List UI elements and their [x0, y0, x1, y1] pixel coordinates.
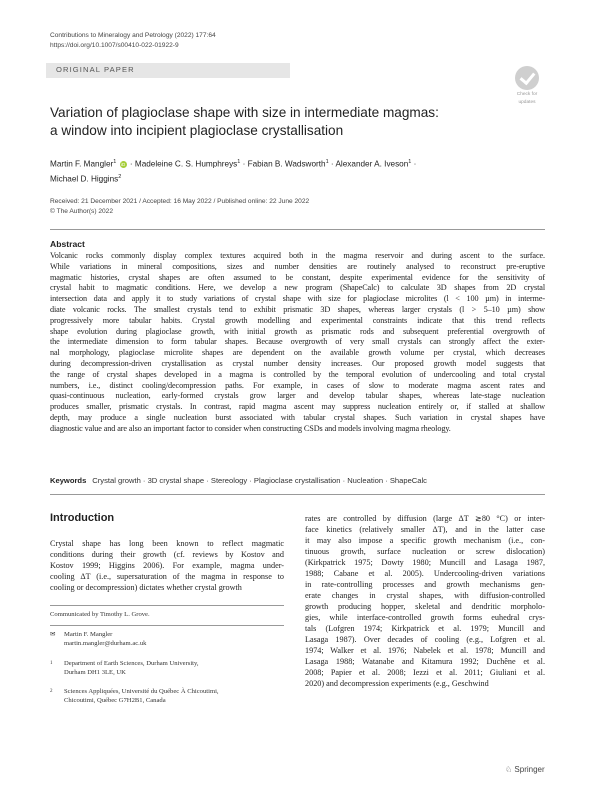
intro-col2-line: 2008; Papier et al. 2008; Iezzi et al. 2011; Giuliani et al. [305, 668, 545, 677]
publisher-logo [505, 765, 545, 774]
affiliation-1-line-2: Durham DH1 3LE, UK [64, 668, 126, 676]
abstract-line: quasi-continuous nucleation, early-formed crystals grow larger and develop tabular shapes, whereas late-stage nucleation [50, 391, 545, 401]
corresponding-author [64, 631, 146, 649]
check-badge-line1: Check for [516, 92, 538, 97]
intro-col2-line: rates are controlled by diffusion (large ΔT ≳80 °C) or inter- [305, 514, 545, 523]
intro-col2-line: tals (Lofgren 1974; Kirkpatrick et al. 1979; Muncill and [305, 624, 545, 633]
divider [50, 229, 545, 230]
intro-col2-line: erate changes in crystal shapes, with diffusion-controlled [305, 591, 545, 600]
author-4[interactable]: Alexander A. Iveson [335, 159, 409, 169]
affiliation-2-line-1: Sciences Appliquées, Université du Québec À Chicoutimi, [64, 688, 219, 695]
intro-col2-line: (Kirkpatrick 1975; Dowty 1980; Muncill and Lasaga 1987, [305, 558, 545, 567]
publication-dates [50, 197, 309, 216]
intro-col1-line: Crystal shape has long been known to reflect magmatic [50, 539, 284, 548]
abstract-line: produces smaller, prismatic crystals. In contrast, rapid magma ascent may suppress nucleation entirely or, if stalled at shallow [50, 402, 545, 412]
abstract-line: intersection data and apply it to study variations of crystal shape with size for plagioclase microlites (l < 100 µm) in interme- [50, 294, 545, 304]
check-badge-line2: updates [518, 99, 536, 105]
section-heading-introduction: Introduction [50, 512, 115, 524]
check-for-updates-badge[interactable] [510, 66, 544, 105]
abstract-line: diagnostic value and are also an important factor to consider when constructing CSDs and models involving magma rheology. [50, 423, 451, 433]
intro-col2-line: 2020) and decompression experiments (e.g., Geschwind [305, 679, 489, 688]
author-1[interactable]: Martin F. Mangler [50, 159, 114, 169]
abstract-line: the intermediate dimension to form tabular shapes. Because overgrowth of very small crystals can strongly affect the exter- [50, 337, 545, 347]
author-5[interactable]: Michael D. Higgins [50, 174, 119, 184]
journal-citation: Contributions to Mineralogy and Petrology (2022) 177:64 [50, 32, 216, 39]
abstract-line: progressively more tabular habits. Crystal growth modelling and experimental constraints indicate that this trend reflects [50, 315, 545, 325]
affiliation-2 [64, 688, 219, 706]
corr-email[interactable]: martin.mangler@durham.ac.uk [64, 639, 147, 647]
intro-col1-line: cooling ΔT (i.e., supersaturation of the magma in response to [50, 572, 284, 581]
abstract-line: depth, may produce a single nucleation burst associated with tabular crystal shapes. Such variation in crystal shapes have [50, 412, 545, 422]
intro-col1-line: cooling or decompression) dictates whether crystal growth [50, 583, 242, 592]
affiliation-marker-2: 2 [50, 689, 53, 694]
affiliation-marker-1: 1 [50, 661, 53, 666]
abstract-line: shape evolution during plagioclase growth, with initial growth as prismatic rods and subsequent preferential overgrowth of [50, 326, 545, 336]
intro-col2-line: face kinetics (relatively smaller ΔT), and in the latter case [305, 525, 545, 534]
affiliation-1 [64, 660, 199, 678]
footnote-divider [50, 625, 284, 626]
corr-name: Martin F. Mangler [64, 631, 113, 638]
intro-col2-line: gies, while interface-controlled growth forms euhedral crys- [305, 613, 545, 622]
envelope-icon: ✉ [50, 631, 56, 638]
intro-col2-line: 1974; Walker et al. 1976; Nabelek et al. 1978; Muncill and [305, 646, 545, 655]
checkmark-icon [515, 66, 539, 90]
intro-column-2 [305, 513, 545, 689]
abstract-line: the range of crystal shapes developed in a magma is controlled by the temporal evolution of undercooling and total crystal [50, 369, 545, 379]
abstract-line: magmatic histories, crystal shapes are often assumed to be constant, despite experimental evidence for the sensitivity of [50, 272, 545, 282]
title-line-2: a window into incipient plagioclase crystallisation [50, 123, 344, 138]
abstract-line: nal morphology, plagioclase microlite shapes are dependent on the available growth volume per crystal, which decreases [50, 348, 545, 358]
intro-col2-line: Lasaga 1988; Watanabe and Kitamura 1992; Duchêne et al. [305, 657, 545, 666]
intro-col1-line: conditions during their growth (cf. reviews by Kostov and [50, 550, 284, 559]
intro-column-1 [50, 538, 284, 593]
keywords-text: Crystal growth · 3D crystal shape · Stereology · Plagioclase crystallisation · Nucleation · ShapeCalc [92, 476, 427, 485]
article-type-bar [46, 63, 290, 78]
dates-line: Received: 21 December 2021 / Accepted: 16 May 2022 / Published online: 22 June 2022 [50, 198, 310, 205]
publisher-name: Springer [514, 765, 545, 774]
abstract-line: Volcanic rocks commonly display complex textures acquired both in the magma reservoir and during ascent to the surface. [50, 251, 545, 260]
springer-horse-icon: ♘ [505, 765, 513, 774]
abstract-heading: Abstract [50, 239, 85, 249]
intro-col1-line: Kostov 1999; Higgins 2006). For example, magma under- [50, 561, 284, 570]
intro-col2-line: growth producing hopper, skeletal and dendritic morpholo- [305, 602, 545, 611]
keywords-label: Keywords [50, 476, 87, 485]
running-header [50, 31, 216, 51]
copyright-line: © The Author(s) 2022 [50, 207, 114, 215]
intro-col2-line: tinuous growth, surface nucleation or screw dislocation) [305, 547, 545, 556]
author-list: Martin F. Mangler$^1$ iD · Madeleine C. S. Humphreys$^1$ · Fabian B. Wadsworth$^1$ · Alexander A. Iveson$^1$ · Michael D. Higgins$^2$ [50, 159, 417, 184]
abstract-line: numbers, i.e., distinct cooling/decompression paths. For example, in cases of slow to moderate magma ascent rates and [50, 380, 545, 390]
doi-link[interactable]: https://doi.org/10.1007/s00410-022-01922-9 [50, 42, 179, 49]
intro-col2-line: 1988; Cabane et al. 2005). Undercooling-driven variations [305, 569, 545, 578]
author-3[interactable]: Fabian B. Wadsworth [247, 159, 326, 169]
abstract-line: during decompression-driven crystallisation as crystal number density increases. Our proposed growth model suggests that [50, 358, 545, 368]
article-type-label: ORIGINAL PAPER [56, 65, 135, 74]
affiliation-2-line-2: Chicoutimi, Québec G7H2B1, Canada [64, 696, 166, 704]
author-2[interactable]: Madeleine C. S. Humphreys [134, 159, 238, 169]
intro-col2-line: Lasaga 1987). Over decades of cooling (e.g., Lofgren et al. [305, 635, 545, 644]
intro-col2-line: in rate-controlling processes and growth mechanisms gen- [305, 580, 545, 589]
keywords [50, 476, 427, 485]
intro-col2-line: it may also impose a specific growth mechanism (i.e., con- [305, 536, 545, 545]
title-line-1: Variation of plagioclase shape with size in intermediate magmas: [50, 105, 439, 120]
abstract-line: crystal habit to magmatic conditions. Here, we develop a new program (ShapeCalc) to calculate 3D shapes from 2D crystal [50, 283, 545, 293]
affiliation-1-line-1: Department of Earth Sciences, Durham University, [64, 660, 199, 667]
abstract-body [50, 251, 545, 435]
article-title [50, 104, 550, 140]
abstract-line: While variations in mineral compositions, sizes and number densities are routinely analysed to reconstruct pre-eruptive [50, 261, 545, 271]
orcid-icon[interactable]: iD [120, 161, 126, 167]
footnote-divider [50, 605, 284, 606]
divider [50, 494, 545, 495]
abstract-line: diate volcanic rocks. The smallest crystals tend to exhibit prismatic 3D shapes, whereas larger crystals (l > 5–10 µm) show [50, 304, 545, 314]
communicated-by: Communicated by Timothy L. Grove. [50, 611, 150, 618]
